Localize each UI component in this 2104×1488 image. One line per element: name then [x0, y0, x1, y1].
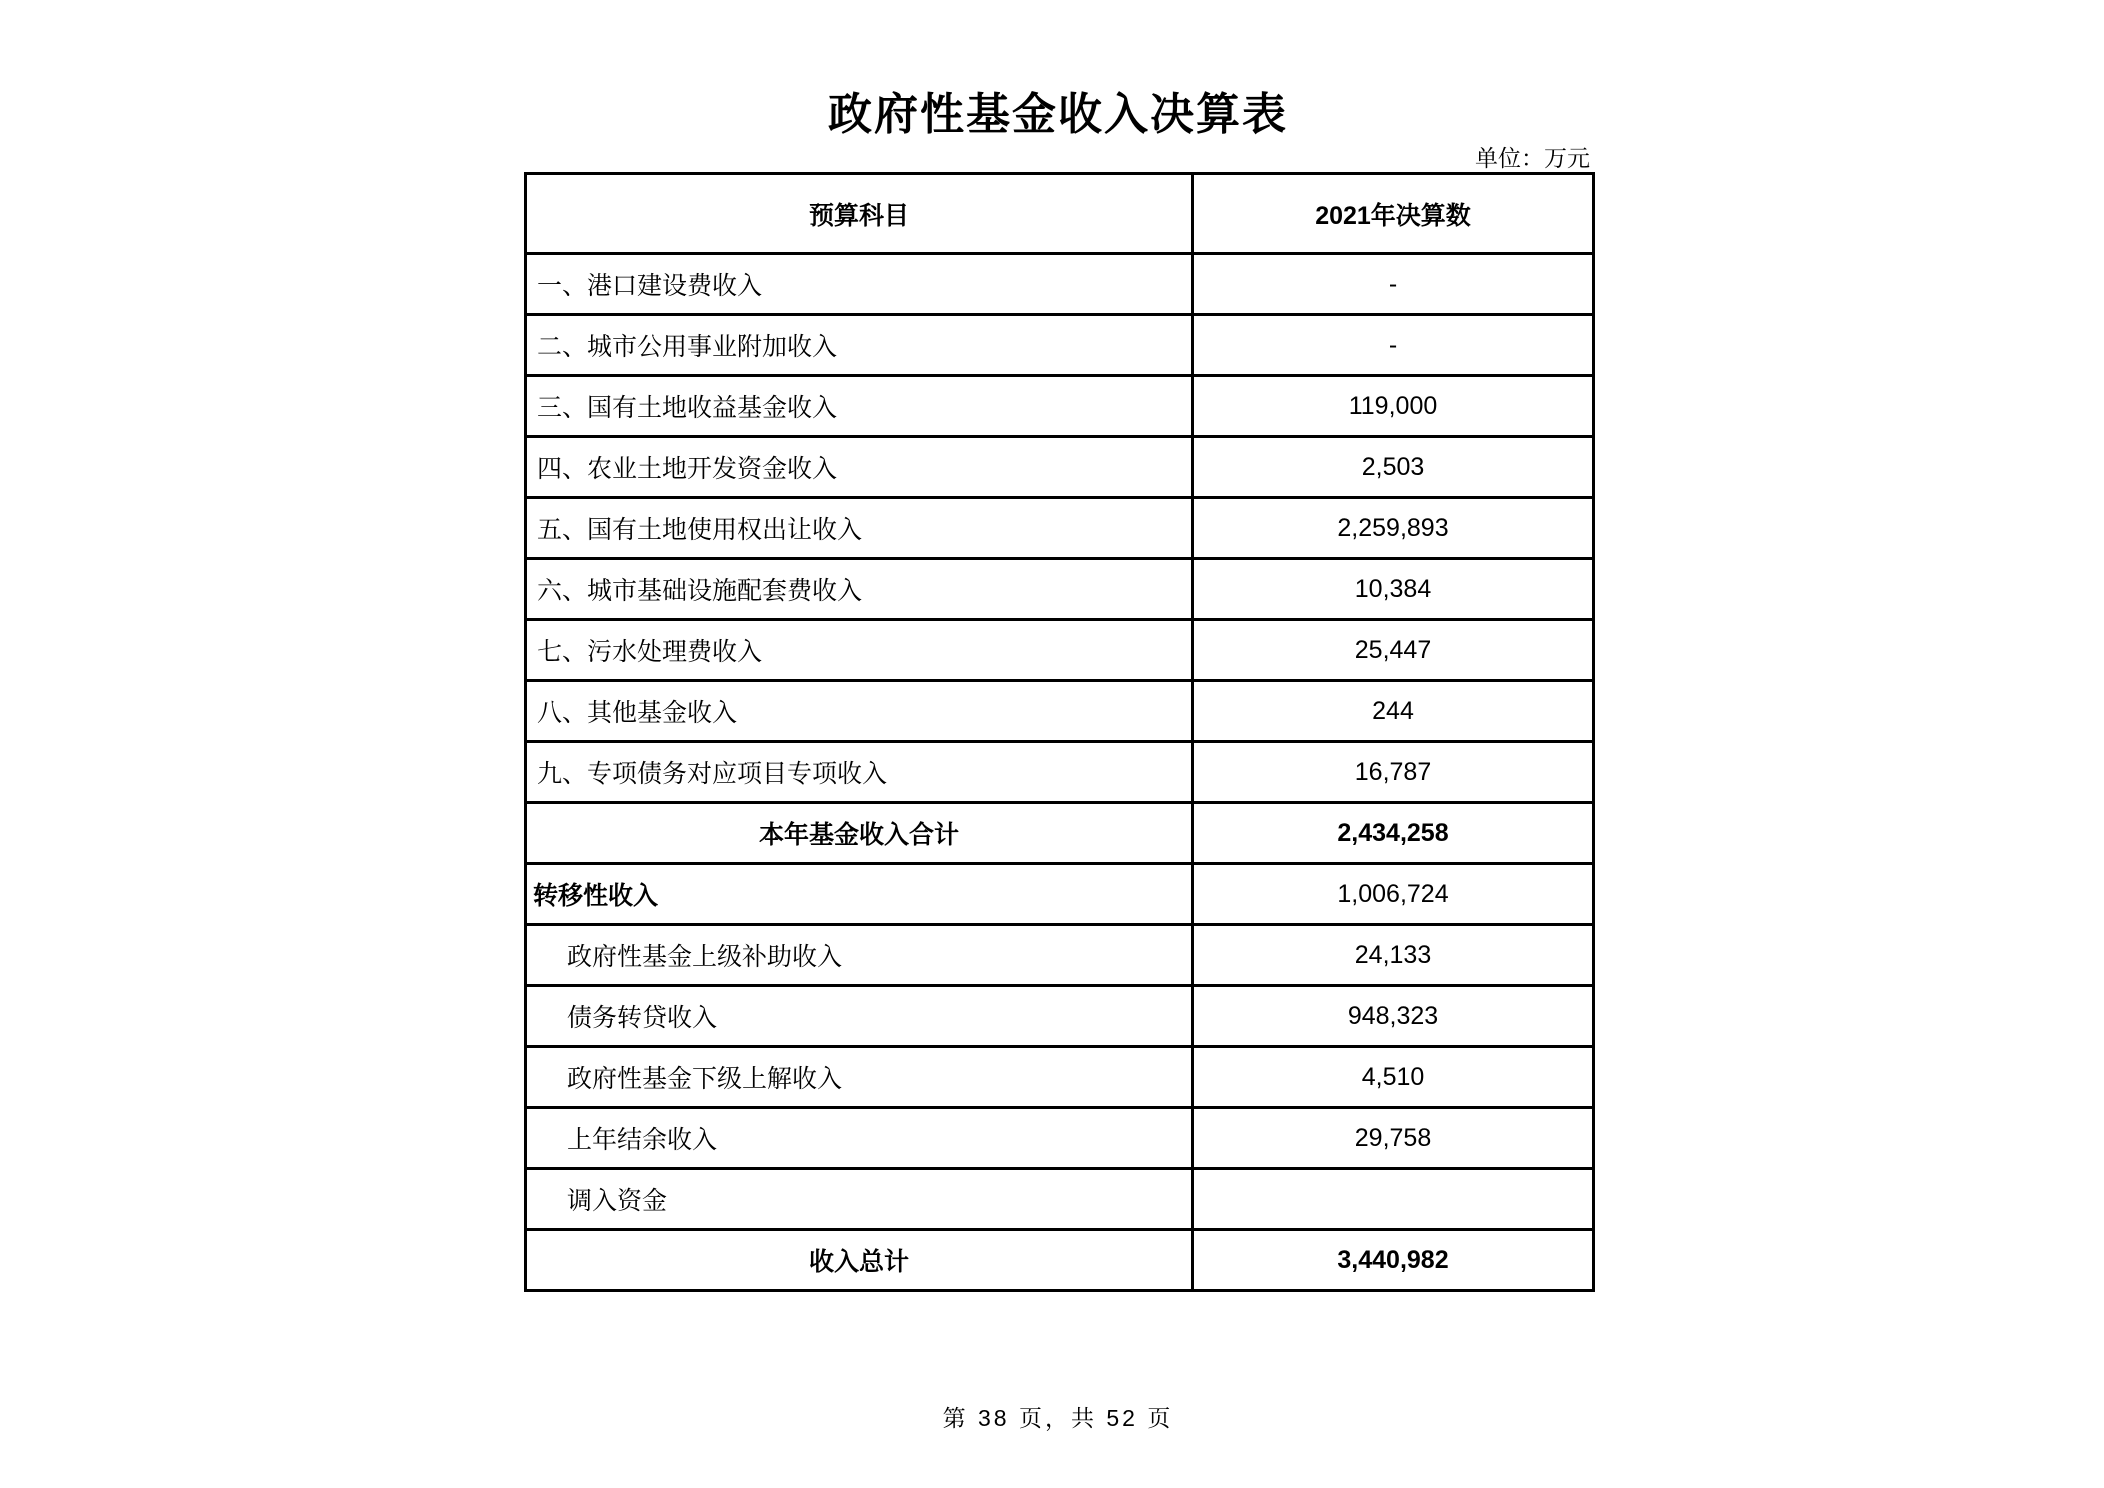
row-label: 上年结余收入: [526, 1108, 1193, 1169]
row-label: 五、国有土地使用权出让收入: [526, 498, 1193, 559]
budget-table: [524, 172, 1595, 1292]
table-header-subject: 预算科目: [526, 174, 1193, 254]
table-row: [526, 864, 1594, 925]
unit-label: 单位：万元: [1475, 145, 1590, 171]
row-label: 三、国有土地收益基金收入: [526, 376, 1193, 437]
page-title: 政府性基金收入决算表: [828, 90, 1288, 139]
row-value: 244: [1193, 681, 1594, 742]
table-row: [526, 498, 1594, 559]
row-value: 10,384: [1193, 559, 1594, 620]
table-body: [526, 254, 1594, 1291]
table-row: [526, 1047, 1594, 1108]
row-value: 16,787: [1193, 742, 1594, 803]
table-row: [526, 620, 1594, 681]
row-value: 1,006,724: [1193, 864, 1594, 925]
table-row: [526, 376, 1594, 437]
row-value: [1193, 1169, 1594, 1230]
row-label: 调入资金: [526, 1169, 1193, 1230]
row-value: 24,133: [1193, 925, 1594, 986]
row-value: 3,440,982: [1193, 1230, 1594, 1291]
row-label: 政府性基金下级上解收入: [526, 1047, 1193, 1108]
row-label: 转移性收入: [526, 864, 1193, 925]
row-value: 2,503: [1193, 437, 1594, 498]
page-footer: 第 38 页，共 52 页: [942, 1405, 1174, 1431]
table-row: [526, 559, 1594, 620]
row-value: -: [1193, 254, 1594, 315]
row-label: 八、其他基金收入: [526, 681, 1193, 742]
table-row: [526, 986, 1594, 1047]
row-value: 948,323: [1193, 986, 1594, 1047]
table-row: [526, 254, 1594, 315]
row-value: 25,447: [1193, 620, 1594, 681]
row-label: 四、农业土地开发资金收入: [526, 437, 1193, 498]
table-row: [526, 925, 1594, 986]
table-row: [526, 681, 1594, 742]
row-value: 29,758: [1193, 1108, 1594, 1169]
row-label: 二、城市公用事业附加收入: [526, 315, 1193, 376]
row-label: 一、港口建设费收入: [526, 254, 1193, 315]
row-value: -: [1193, 315, 1594, 376]
row-value: 119,000: [1193, 376, 1594, 437]
row-value: 4,510: [1193, 1047, 1594, 1108]
table-row: [526, 437, 1594, 498]
row-label: 六、城市基础设施配套费收入: [526, 559, 1193, 620]
row-label: 七、污水处理费收入: [526, 620, 1193, 681]
row-label: 本年基金收入合计: [526, 803, 1193, 864]
table-row: [526, 1230, 1594, 1291]
table-row: [526, 315, 1594, 376]
row-value: 2,434,258: [1193, 803, 1594, 864]
document-page: [524, 0, 1592, 1488]
row-label: 九、专项债务对应项目专项收入: [526, 742, 1193, 803]
table-header-row: [526, 174, 1594, 254]
table-row: [526, 1169, 1594, 1230]
table-row: [526, 1108, 1594, 1169]
table-header-amount: 2021年决算数: [1193, 174, 1594, 254]
row-label: 收入总计: [526, 1230, 1193, 1291]
row-label: 债务转贷收入: [526, 986, 1193, 1047]
row-label: 政府性基金上级补助收入: [526, 925, 1193, 986]
table-row: [526, 742, 1594, 803]
table-row: [526, 803, 1594, 864]
row-value: 2,259,893: [1193, 498, 1594, 559]
